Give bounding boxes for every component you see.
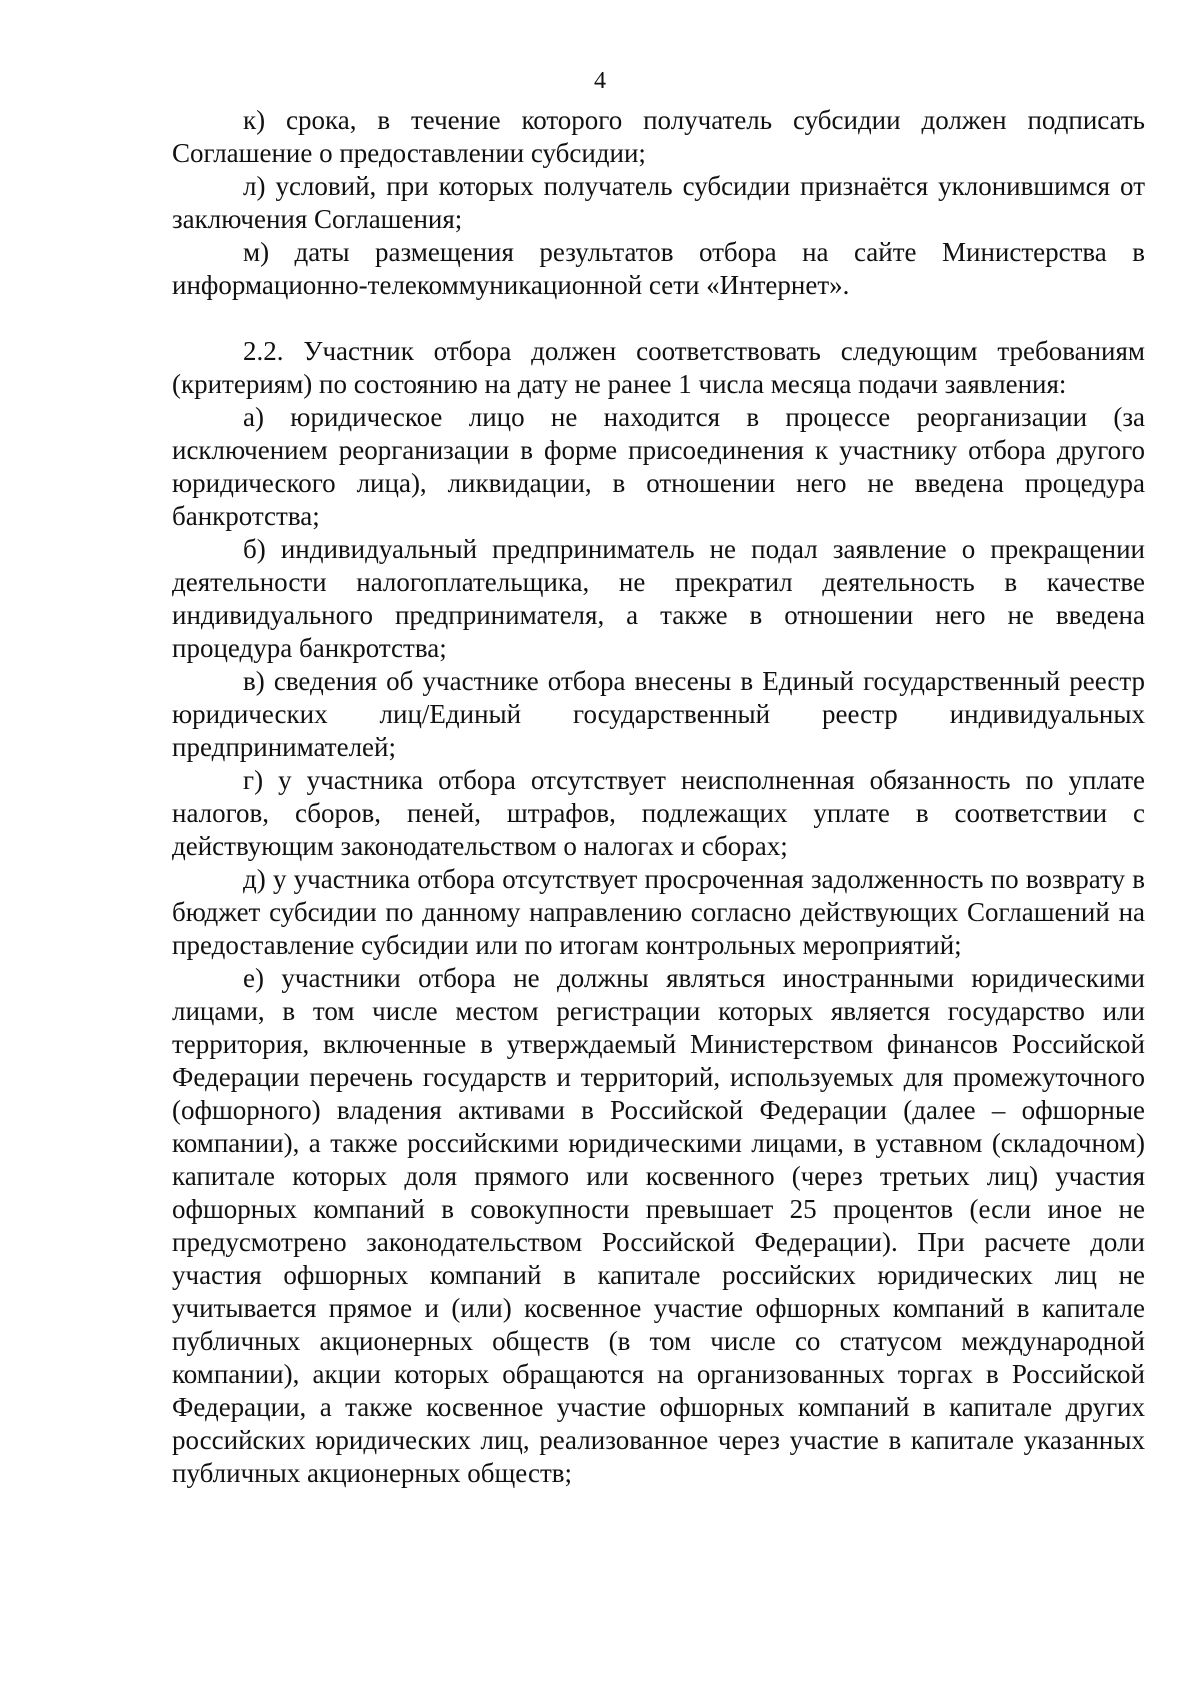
requirement-e: е) участники отбора не должны являться иностранными юридическими лицами, в том числе местом регистрации которых является государство или территория, включенные в утверждаемый Министерством финансов Российской Федерации перечень государств и территорий, используемых для промежуточного (офшорного) владения активами в Российской Федерации (далее – офшорные компании), а также российскими юридическими лицами, в уставном (складочном) капитале которых доля прямого или косвенного (через третьих лиц) участия офшорных компаний в совокупности превышает 25 процентов (если иное не предусмотрено законодательством Российской Федерации). При расчете доли участия офшорных компаний в капитале российских юридических лиц не учитывается прямое и (или) косвенное участие офшорных компаний в капитале публичных акционерных обществ (в том числе со статусом международной компании), акции которых обращаются на организованных торгах в Российской Федерации, а также косвенное участие офшорных компаний в капитале других российских юридических лиц, реализованное через участие в капитале указанных публичных акционерных обществ; xyxy=(172,963,1145,1488)
paragraph-item-m: м) даты размещения результатов отбора на сайте Министерства в информационно-телекоммуникационной сети «Интернет». xyxy=(172,237,1145,300)
requirement-g: г) у участника отбора отсутствует неисполненная обязанность по уплате налогов, сборов, пеней, штрафов, подлежащих уплате в соответствии с действующим законодательством о налогах и сборах; xyxy=(172,765,1145,861)
requirement-d: д) у участника отбора отсутствует просроченная задолженность по возврату в бюджет субсидии по данному направлению согласно действующих Соглашений на предоставление субсидии или по итогам контрольных мероприятий; xyxy=(172,864,1145,960)
document-body xyxy=(172,104,1145,1490)
section-2-2-intro: 2.2. Участник отбора должен соответствовать следующим требованиям (критериям) по состоянию на дату не ранее 1 числа месяца подачи заявления: xyxy=(172,336,1145,399)
page-number: 4 xyxy=(594,68,606,94)
paragraph-item-l: л) условий, при которых получатель субсидии признаётся уклонившимся от заключения Соглашения; xyxy=(172,171,1145,234)
section-spacer xyxy=(172,302,1145,335)
paragraph-item-k: к) срока, в течение которого получатель субсидии должен подписать Соглашение о предоставлении субсидии; xyxy=(172,105,1145,168)
requirement-a: а) юридическое лицо не находится в процессе реорганизации (за исключением реорганизации в форме присоединения к участнику отбора другого юридического лица), ликвидации, в отношении него не введена процедура банкротства; xyxy=(172,402,1145,531)
requirement-b: б) индивидуальный предприниматель не подал заявление о прекращении деятельности налогоплательщика, не прекратил деятельность в качестве индивидуального предпринимателя, а также в отношении него не введена процедура банкротства; xyxy=(172,534,1145,663)
requirement-v: в) сведения об участнике отбора внесены в Единый государственный реестр юридических лиц/Единый государственный реестр индивидуальных предпринимателей; xyxy=(172,666,1145,762)
